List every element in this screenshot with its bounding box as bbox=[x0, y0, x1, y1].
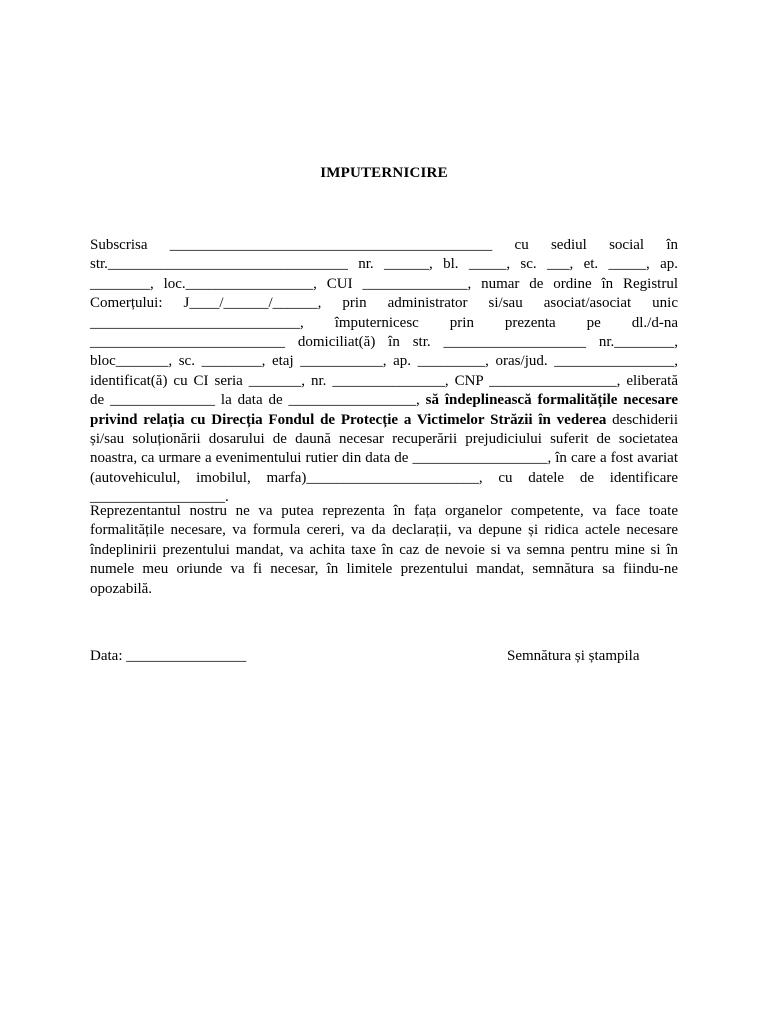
line-text: deschiderii bbox=[606, 411, 678, 428]
paragraph-line: ____________________________, împuternicesc prin prezenta pe dl./d-na bbox=[90, 314, 678, 331]
paragraph-line: bloc_______, sc. ________, etaj ___________, ap. _________, oras/jud. ________________, bbox=[90, 353, 678, 370]
date-field: Data: ________________ bbox=[90, 648, 247, 664]
paragraph-line: Comerțului: J____/______/______, prin administrator si/sau asociat/asociat unic bbox=[90, 295, 678, 312]
bold-phrase: să îndeplinească formalitățile necesare bbox=[425, 392, 679, 409]
paragraph-line: ________, loc._________________, CUI ______________, numar de ordine în Registrul bbox=[90, 275, 678, 292]
paragraph-line bbox=[90, 391, 678, 410]
document-title: IMPUTERNICIRE bbox=[320, 165, 448, 181]
signature-stamp-label: Semnătura și ștampila bbox=[507, 648, 640, 664]
paragraph-line bbox=[90, 411, 678, 430]
line-text: de ______________ la data de _________________, bbox=[90, 392, 426, 409]
paragraph-line: Subscrisa ___________________________________________ cu sediul social în bbox=[90, 237, 678, 253]
paragraph-line: str.________________________________ nr. ______, bl. _____, sc. ___, et. _____, ap. bbox=[90, 256, 678, 273]
paragraph-line: îndeplinirii prezentului mandat, va achita taxe în caz de nevoie si va semna pentru mine si în bbox=[90, 541, 678, 558]
paragraph-line: și/sau soluționării dosarului de daună necesar recuperării prejudiciului suferit de societatea bbox=[90, 431, 678, 448]
paragraph-line: opozabilă. bbox=[90, 580, 153, 597]
paragraph-line: Reprezentantul nostru ne va putea reprezenta în fața organelor competente, va face toate bbox=[90, 503, 678, 519]
paragraph-line: numele meu oriunde va fi necesar, în limitele prezentului mandat, semnătura sa fiindu-ne bbox=[90, 561, 678, 578]
paragraph-line: noastra, ca urmare a evenimentului rutier din data de __________________, în care a fost avariat bbox=[90, 450, 678, 467]
paragraph-line: formalitățile necesare, va formula cereri, va da declarații, va depune și ridica actele necesare bbox=[90, 522, 678, 539]
bold-phrase: privind relația cu Direcția Fondul de Protecție a Victimelor Străzii în vederea bbox=[90, 411, 607, 428]
paragraph-line: identificat(ă) cu CI seria _______, nr. _______________, CNP _________________, eliberată bbox=[90, 372, 678, 389]
paragraph-representative-powers bbox=[90, 502, 678, 599]
paragraph-line: __________________. bbox=[90, 489, 229, 506]
paragraph-line: (autovehiculul, imobilul, marfa)_______________________, cu datele de identificare bbox=[90, 469, 678, 486]
paragraph-mandate-details bbox=[90, 236, 678, 508]
paragraph-line: __________________________ domiciliat(ă) în str. ___________________ nr.________, bbox=[90, 334, 678, 351]
